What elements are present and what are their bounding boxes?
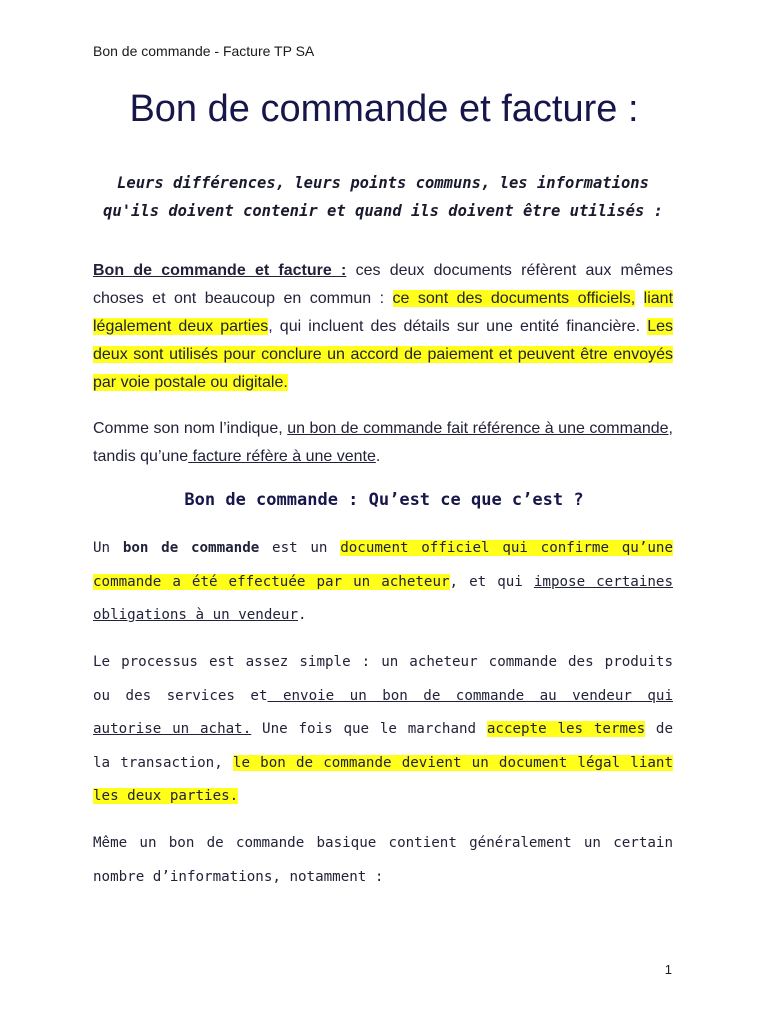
comparison-underline-2: facture réfère à une vente bbox=[188, 448, 376, 465]
intro-text-3: , qui incluent des détails sur une entité financière. bbox=[268, 318, 648, 335]
intro-highlight-2: liant légalement deux parties bbox=[93, 290, 674, 335]
intro-highlight-3: Les deux sont utilisés pour conclure un accord de paiement et peuvent être envoyés par voie postale ou digitale. bbox=[93, 318, 673, 391]
definition-text-2: est un bbox=[259, 540, 341, 556]
comparison-text-2: tandis qu’une bbox=[93, 448, 189, 465]
process-highlight-2: le bon de commande devient un document légal liant les deux parties. bbox=[93, 754, 673, 804]
intro-highlight-1: ce sont des documents officiels, bbox=[392, 290, 636, 307]
intro-lead: Bon de commande et facture : bbox=[93, 262, 347, 279]
paragraph-definition bbox=[93, 532, 673, 633]
page-number: 1 bbox=[664, 962, 672, 977]
comparison-text-1: Comme son nom l’indique, bbox=[93, 420, 288, 437]
paragraph-comparison bbox=[93, 415, 673, 471]
process-text-2: Une fois que le marchand bbox=[251, 721, 487, 737]
definition-highlight: document officiel qui confirme qu’une commande a été effectuée par un acheteur bbox=[93, 540, 673, 590]
intro-text-1: ces deux documents réfèrent aux mêmes choses et ont beaucoup en commun : bbox=[93, 262, 674, 307]
comparison-underline-1: un bon de commande fait référence à une commande, bbox=[287, 420, 673, 437]
page-title: Bon de commande et facture : bbox=[129, 88, 639, 130]
paragraph-process bbox=[93, 646, 673, 814]
intro-text-2 bbox=[635, 290, 643, 307]
definition-text-3: , et qui bbox=[449, 573, 534, 590]
definition-bold: bon de commande bbox=[122, 540, 260, 556]
paragraph-intro bbox=[93, 257, 673, 397]
process-text-3: de la transaction, bbox=[93, 721, 674, 771]
definition-text-1: Un bbox=[93, 540, 123, 556]
running-header: Bon de commande - Facture TP SA bbox=[93, 43, 315, 59]
process-highlight-1: accepte les termes bbox=[486, 721, 646, 737]
paragraph-contents: Même un bon de commande basique contient généralement un certain nombre d’informations, notamment : bbox=[93, 835, 673, 885]
definition-underline: impose certaines obligations à un vendeur bbox=[93, 573, 674, 623]
process-underline: envoie un bon de commande au vendeur qui autorise un achat. bbox=[93, 687, 674, 737]
section-heading: Bon de commande : Qu’est ce que c’est ? bbox=[184, 490, 584, 510]
subtitle: Leurs différences, leurs points communs, les informations qu'ils doivent contenir et quand ils doivent être utilisés : bbox=[103, 174, 663, 220]
process-text-1: Le processus est assez simple : un acheteur commande des produits ou des services et bbox=[93, 654, 673, 704]
definition-text-4: . bbox=[298, 607, 307, 623]
comparison-text-3: . bbox=[375, 448, 381, 465]
